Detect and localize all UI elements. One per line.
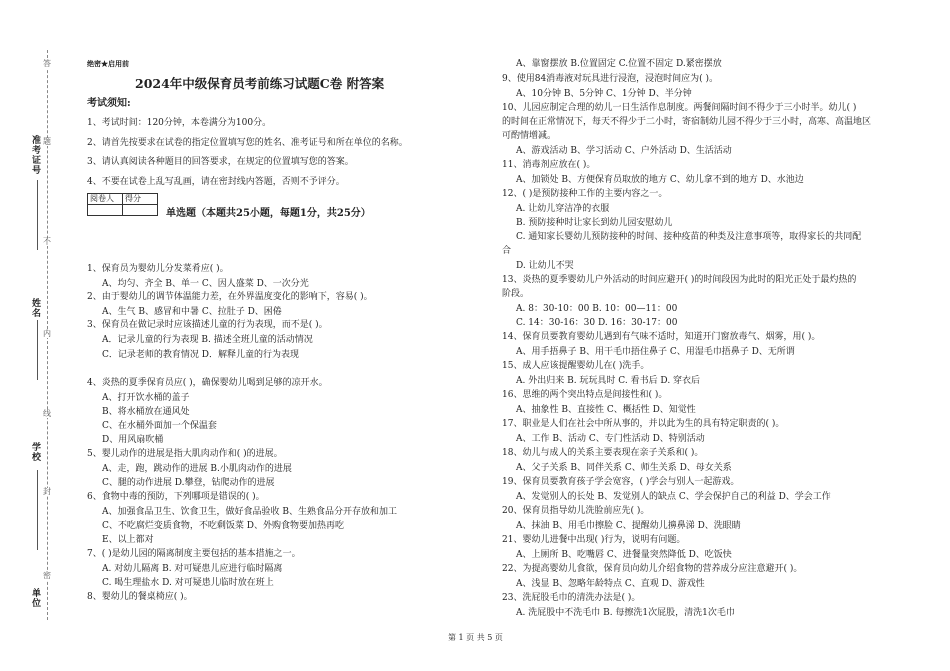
question-line: 16、思维的两个突出特点是间接性和( )。 xyxy=(502,390,668,400)
option-line: C．记录老师的教育情况 D．解释儿童的行为表现 xyxy=(102,350,299,360)
label-unit: 单位 xyxy=(30,588,40,608)
question-line: 18、幼儿与成人的关系主要表现在亲子关系和( )。 xyxy=(502,448,704,458)
option-line: A. 洗屁股中不洗毛巾 B. 每擦洗1次屁股，清洗1次毛巾 xyxy=(516,608,735,618)
seal-mark: 密 xyxy=(43,571,51,580)
question-line: 7、( )是幼儿园的隔离制度主要包括的基本措施之一。 xyxy=(87,549,301,559)
option-line: A、10分钟 B、5分钟 C、1分钟 D、半分钟 xyxy=(516,89,692,99)
option-line: C、不吃腐烂变质食物，不吃剩饭菜 D、外购食物要加热再吃 xyxy=(102,521,344,531)
option-line: A、加强食品卫生、饮食卫生，做好食品验收 B、生熟食品分开存放和加工 xyxy=(102,507,397,517)
seal-mark: 内 xyxy=(43,329,51,338)
question-line: 的时间在正常情况下，每天不得少于二小时，寄宿制幼儿园不得少于三小时，高寒、高温地区 xyxy=(502,117,872,127)
notice-item: 2、请首先按要求在试卷的指定位置填写您的姓名、准考证号和所在单位的名称。 xyxy=(87,138,408,148)
option-line: B. 预防接种时让家长到幼儿园安慰幼儿 xyxy=(516,218,673,228)
question-line: 15、成人应该提醒婴幼儿在( )洗手。 xyxy=(502,361,650,371)
notice-item: 3、请认真阅读各种题目的回答要求，在规定的位置填写您的答案。 xyxy=(87,157,354,167)
page-title: 2024年中级保育员考前练习试题C卷 附答案 xyxy=(135,76,385,91)
page-number: 第 1 页 共 5 页 xyxy=(448,633,503,642)
question-line: 9、使用84消毒液对玩具进行浸泡，浸泡时间应为( )。 xyxy=(502,74,719,84)
option-line: B、将水桶放在通风处 xyxy=(102,407,190,417)
school-underline xyxy=(37,470,38,550)
notice-heading: 考试须知: xyxy=(87,98,131,109)
option-line: E、以上都对 xyxy=(102,535,154,545)
reviewer-cell[interactable] xyxy=(88,205,123,216)
question-line: 23、洗屁股毛巾的清洗办法是( )。 xyxy=(502,593,641,603)
seal-mark: 线 xyxy=(43,409,51,418)
seal-mark: 题 xyxy=(43,137,51,146)
option-line: A、游戏活动 B、学习活动 C、户外活动 D、生活活动 xyxy=(516,146,732,156)
label-name: 姓名 xyxy=(30,298,40,318)
notice-item: 4、不要在试卷上乱写乱画，请在密封线内答题，否则不予评分。 xyxy=(87,177,345,187)
option-line: C、在水桶外面加一个保温套 xyxy=(102,421,217,431)
question-line: 13、炎热的夏季婴幼儿户外活动的时间应避开( )的时间段因为此时的阳光正处于最灼热的 xyxy=(502,275,857,285)
question-line: 14、保育员要教育婴幼儿遇到有气味不适时，知道开门窗放毒气、烟雾，用( )。 xyxy=(502,332,821,342)
question-line: 1、保育员为婴幼儿分发菜肴应( )。 xyxy=(87,264,229,274)
option-line: A、发觉别人的长处 B、发觉别人的缺点 C、学会保护自己的利益 D、学会工作 xyxy=(516,492,831,502)
secret-label: 绝密★启用前 xyxy=(87,59,129,68)
score-cell[interactable] xyxy=(123,205,158,216)
option-line: C. 通知家长婴幼儿预防接种的时间、接种疫苗的种类及注意事项等，取得家长的共同配 xyxy=(516,232,862,242)
section-title: 单选题（本题共25小题，每题1分，共25分） xyxy=(166,208,371,219)
option-line: A、走，跑，跳动作的进展 B.小肌肉动作的进展 xyxy=(102,464,292,474)
option-line: A、打开饮水桶的盖子 xyxy=(102,393,190,403)
option-line: C. 喝生理盐水 D. 对可疑患儿临时放在班上 xyxy=(102,578,274,588)
score-label: 得分 xyxy=(123,194,158,205)
label-zkzh: 准考证号 xyxy=(30,135,40,175)
seal-mark: 封 xyxy=(43,487,51,496)
notice-item: 1、考试时间：120分钟，本卷满分为100分。 xyxy=(87,118,272,128)
option-line: D、用风扇吹桶 xyxy=(102,435,164,445)
option-line: A. 对幼儿隔离 B. 对可疑患儿应进行临时隔离 xyxy=(102,564,283,574)
option-line: A. 让幼儿穿洁净的衣服 xyxy=(516,204,610,214)
zkzh-underline xyxy=(37,180,38,250)
option-line: C、腿的动作进展 D.攀登，钻爬动作的进展 xyxy=(102,478,275,488)
option-line: A、浅显 B、忽略年龄特点 C、直观 D、游戏性 xyxy=(516,579,705,589)
label-school: 学校 xyxy=(30,442,40,462)
seal-mark: 答 xyxy=(43,59,51,68)
option-line: A、抽象性 B、直接性 C、概括性 D、知觉性 xyxy=(516,405,696,415)
option-line: A、工作 B、活动 C、专门性活动 D、特别活动 xyxy=(516,434,705,444)
question-line: 4、炎热的夏季保育员应( )，确保婴幼儿喝到足够的凉开水。 xyxy=(87,378,328,388)
question-line: 可酌情增减。 xyxy=(502,131,557,141)
option-line: A、上厕所 B、吃嘴唇 C、进餐量突然降低 D、吃饭快 xyxy=(516,550,732,560)
question-line: 19、保育员要教育孩子学会宽容，( )学会与别人一起游戏。 xyxy=(502,477,740,487)
seal-mark: 不 xyxy=(43,237,51,246)
question-line: 2、由于婴幼儿的调节体温能力差，在外界温度变化的影响下，容易( )。 xyxy=(87,292,373,302)
question-line: 6、食物中毒的预防，下列哪项是错误的( )。 xyxy=(87,492,265,502)
option-line: A、生气 B、感冒和中暑 C、拉肚子 D、困倦 xyxy=(102,307,282,317)
option-line: A、抹油 B、用毛巾擦脸 C、提醒幼儿擤鼻涕 D、洗眼睛 xyxy=(516,521,741,531)
question-line: 20、保育员指导幼儿洗脸前应先( )。 xyxy=(502,506,650,516)
option-line: A．记录儿童的行为表现 B. 描述全班儿童的活动情况 xyxy=(102,335,313,345)
option-line: A、父子关系 B、同伴关系 C、师生关系 D、母女关系 xyxy=(516,463,732,473)
question-line: 17、职业是人们在社会中所从事的，并以此为生的具有特定职责的( )。 xyxy=(502,419,785,429)
option-line: A、加锁处 B、方便保育员取放的地方 C、幼儿拿不到的地方 D、水池边 xyxy=(516,175,804,185)
question-line: 12、( )是预防接种工作的主要内容之一。 xyxy=(502,189,668,199)
option-line: 合 xyxy=(502,246,512,256)
option-line: A、用手捂鼻子 B、用干毛巾捂住鼻子 C、用湿毛巾捂鼻子 D、无所谓 xyxy=(516,347,795,357)
question-line: 11、消毒剂应放在( )。 xyxy=(502,160,596,170)
reviewer-label: 阅卷人 xyxy=(88,194,123,205)
question-line: 阶段。 xyxy=(502,289,530,299)
option-line: A. 外出归来 B. 玩玩具时 C. 看书后 D. 穿衣后 xyxy=(516,376,701,386)
name-underline xyxy=(37,320,38,380)
question-line: 5、婴儿动作的进展是指大肌肉动作和( )的进展。 xyxy=(87,449,283,459)
question-line: 22、为提高婴幼儿食欲，保育员向幼儿介绍食物的营养成分应注意避开( )。 xyxy=(502,564,803,574)
score-box xyxy=(87,193,158,216)
question-line: 10、儿园应制定合理的幼儿一日生活作息制度。两餐间隔时间不得少于三小时半。幼儿( ) xyxy=(502,103,857,113)
question-line: 8、婴幼儿的餐桌椅应( )。 xyxy=(87,592,193,602)
option-line: C. 14：30-16：30 D. 16：30-17：00 xyxy=(516,318,678,328)
option-line: A、均匀、齐全 B、单一 C、因人盛菜 D、一次分光 xyxy=(102,279,309,289)
option-line: A. 8：30-10：00 B. 10：00—11：00 xyxy=(516,304,678,314)
question-line: 21、婴幼儿进餐中出现( )行为，说明有问题。 xyxy=(502,535,686,545)
option-line: A、靠窗摆放 B.位置固定 C.位置不固定 D.紧密摆放 xyxy=(516,59,722,69)
question-line: 3、保育员在做记录时应该描述儿童的行为表现，而不是( )。 xyxy=(87,320,328,330)
option-line: D. 让幼儿不哭 xyxy=(516,261,574,271)
